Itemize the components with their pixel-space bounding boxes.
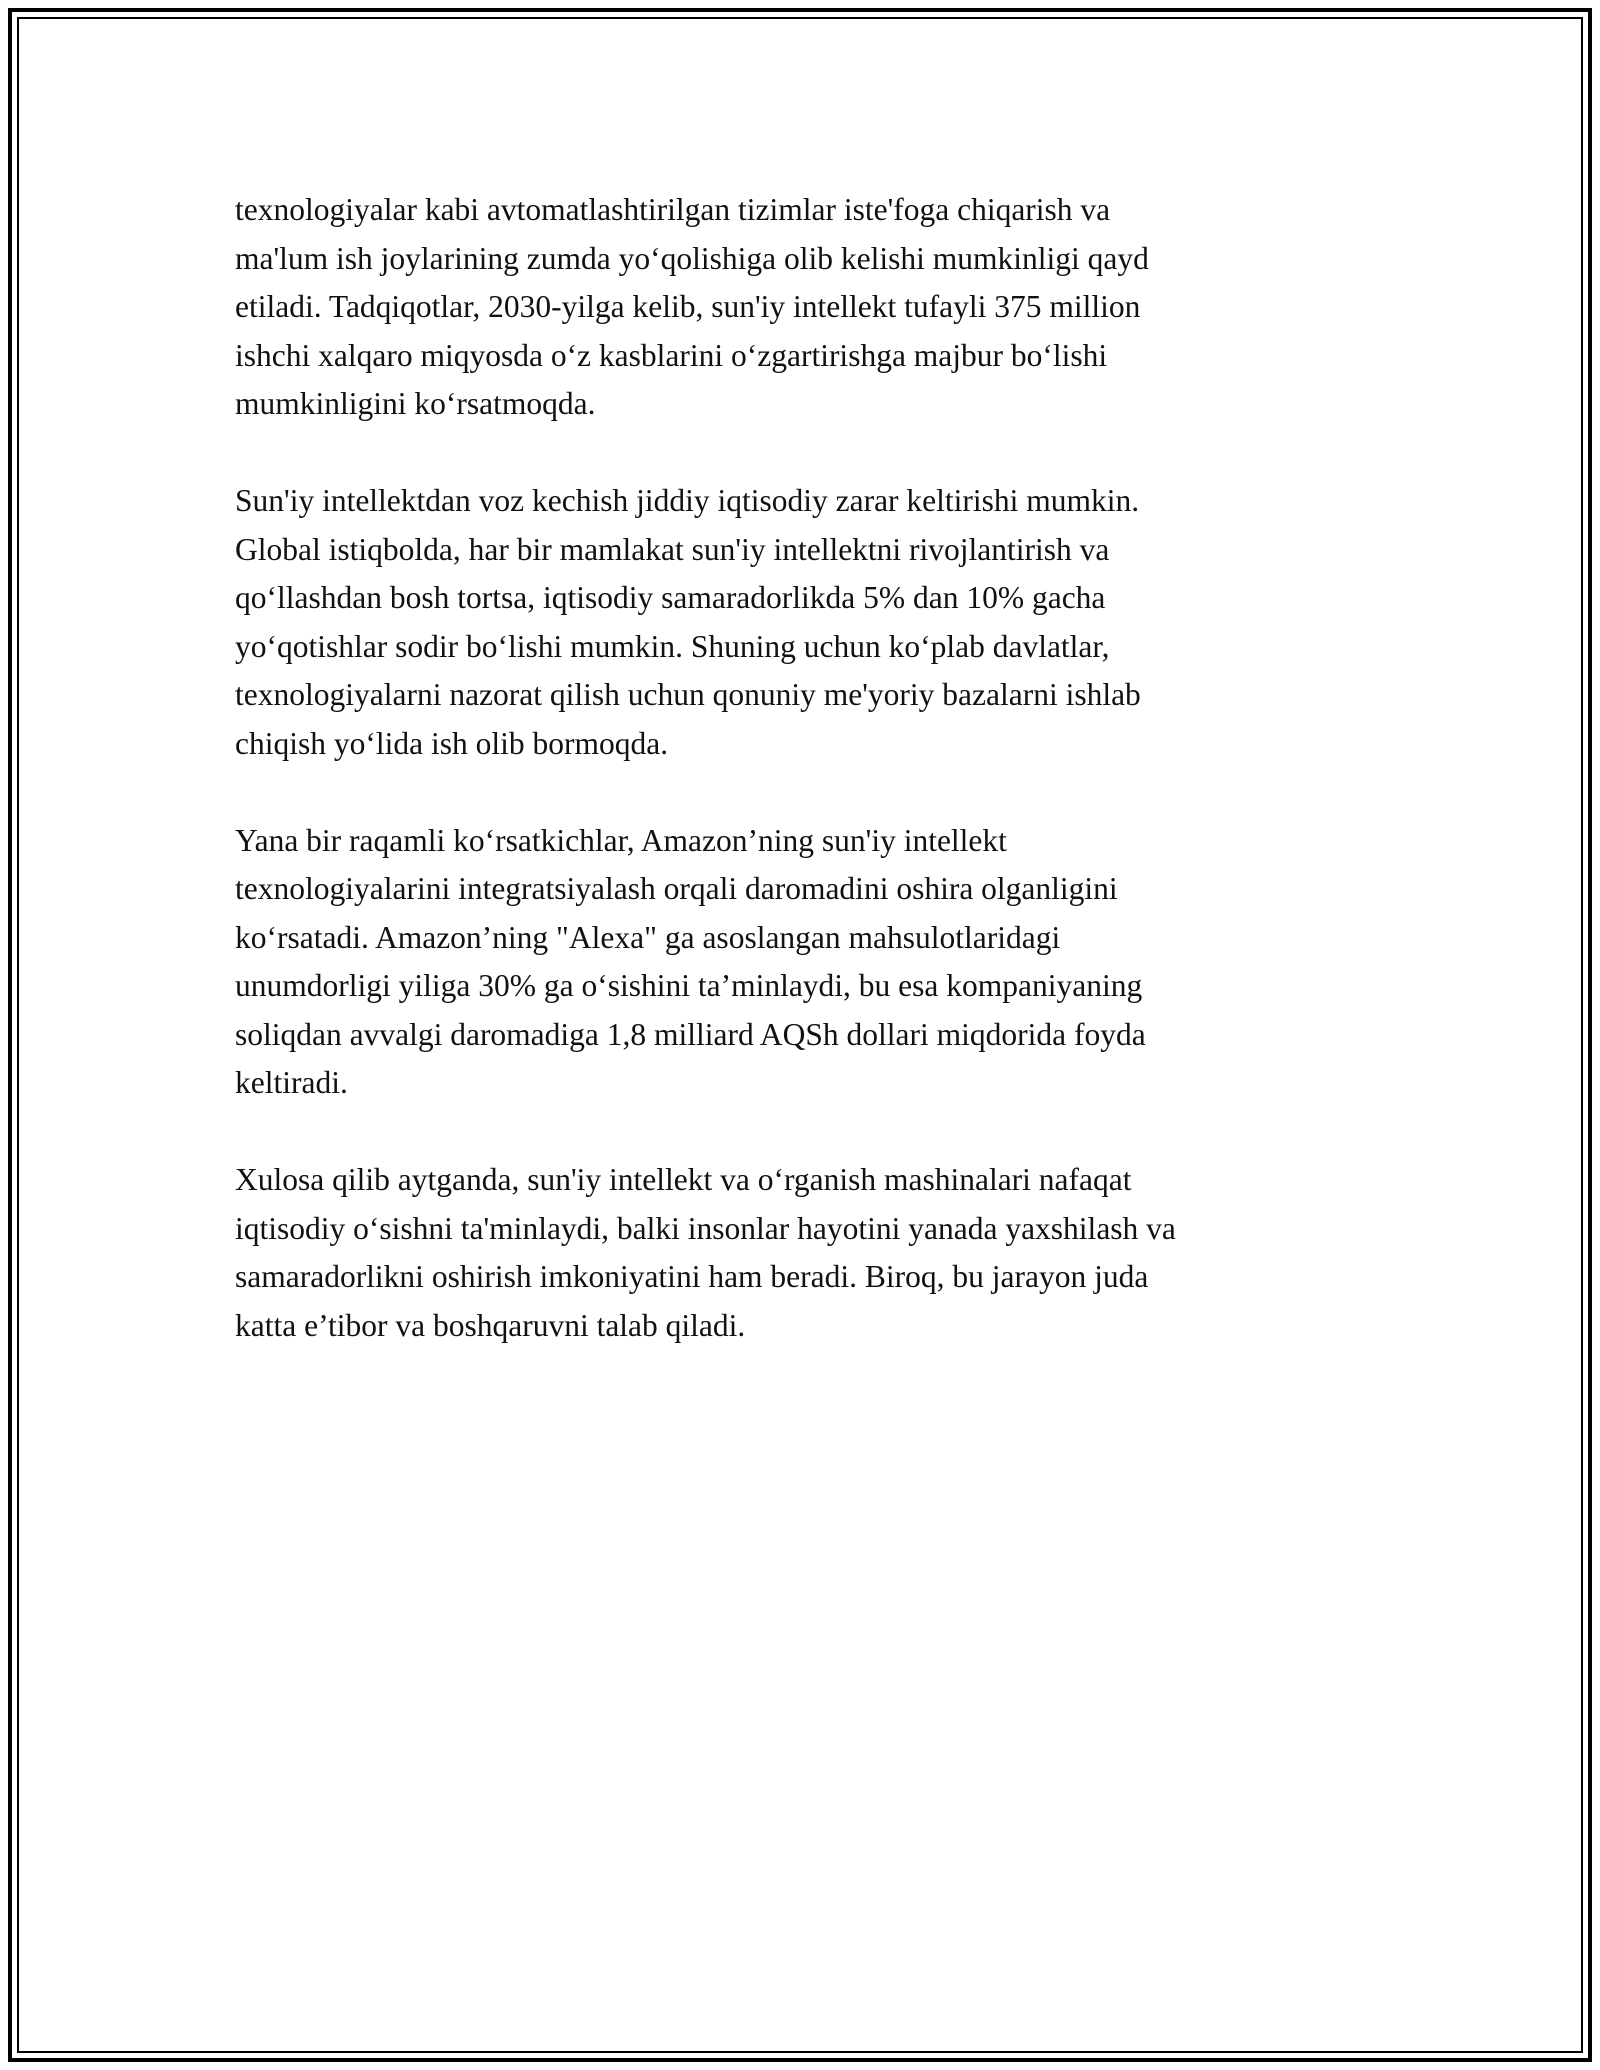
text-line: yo‘qotishlar sodir bo‘lishi mumkin. Shuning uchun ko‘plab davlatlar, — [235, 628, 1110, 664]
text-line: texnologiyalar kabi avtomatlashtirilgan tizimlar iste'foga chiqarish va — [235, 192, 1111, 227]
text-line: ma'lum ish joylarining zumda yo‘qolishiga olib kelishi mumkinligi qayd — [235, 240, 1149, 276]
text-line: unumdorligi yiliga 30% ga o‘sishini ta’minlaydi, bu esa kompaniyaning — [235, 968, 1143, 1003]
text-line: keltiradi. — [235, 1065, 348, 1100]
text-line: iqtisodiy o‘sishni ta'minlaydi, balki insonlar hayotini yanada yaxshilash va — [235, 1210, 1176, 1246]
paragraph-1 — [235, 186, 1355, 429]
text-line: texnologiyalarini integratsiyalash orqali daromadini oshira olganligini — [235, 871, 1118, 906]
paragraph-3 — [235, 817, 1355, 1108]
text-line: soliqdan avvalgi daromadiga 1,8 milliard AQSh dollari miqdorida foyda — [235, 1016, 1146, 1052]
text-line: samaradorlikni oshirish imkoniyatini ham beradi. Biroq, bu jarayon juda — [235, 1259, 1149, 1294]
text-line: ishchi xalqaro miqyosda o‘z kasblarini o‘zgartirishga majbur bo‘lishi — [235, 337, 1108, 373]
text-line: chiqish yo‘lida ish olib bormoqda. — [235, 725, 669, 761]
text-line: Yana bir raqamli ko‘rsatkichlar, Amazon’ning sun'iy intellekt — [235, 822, 1007, 858]
text-line: etiladi. Tadqiqotlar, 2030-yilga kelib, sun'iy intellekt tufayli 375 million — [235, 289, 1141, 324]
paragraph-2 — [235, 477, 1355, 768]
text-line: Xulosa qilib aytganda, sun'iy intellekt va o‘rganish mashinalari nafaqat — [235, 1162, 1132, 1197]
text-line: qo‘llashdan bosh tortsa, iqtisodiy samaradorlikda 5% dan 10% gacha — [235, 580, 1106, 615]
document-body — [235, 186, 1355, 1399]
text-line: Sun'iy intellektdan voz kechish jiddiy iqtisodiy zarar keltirishi mumkin. — [235, 483, 1140, 518]
paragraph-4 — [235, 1156, 1355, 1350]
text-line: katta e’tibor va boshqaruvni talab qiladi. — [235, 1307, 746, 1343]
text-line: texnologiyalarni nazorat qilish uchun qonuniy me'yoriy bazalarni ishlab — [235, 677, 1141, 712]
text-line: mumkinligini ko‘rsatmoqda. — [235, 386, 596, 421]
text-line: Global istiqbolda, har bir mamlakat sun'iy intellektni rivojlantirish va — [235, 531, 1110, 567]
text-line: ko‘rsatadi. Amazon’ning "Alexa" ga asoslangan mahsulotlaridagi — [235, 919, 1061, 955]
